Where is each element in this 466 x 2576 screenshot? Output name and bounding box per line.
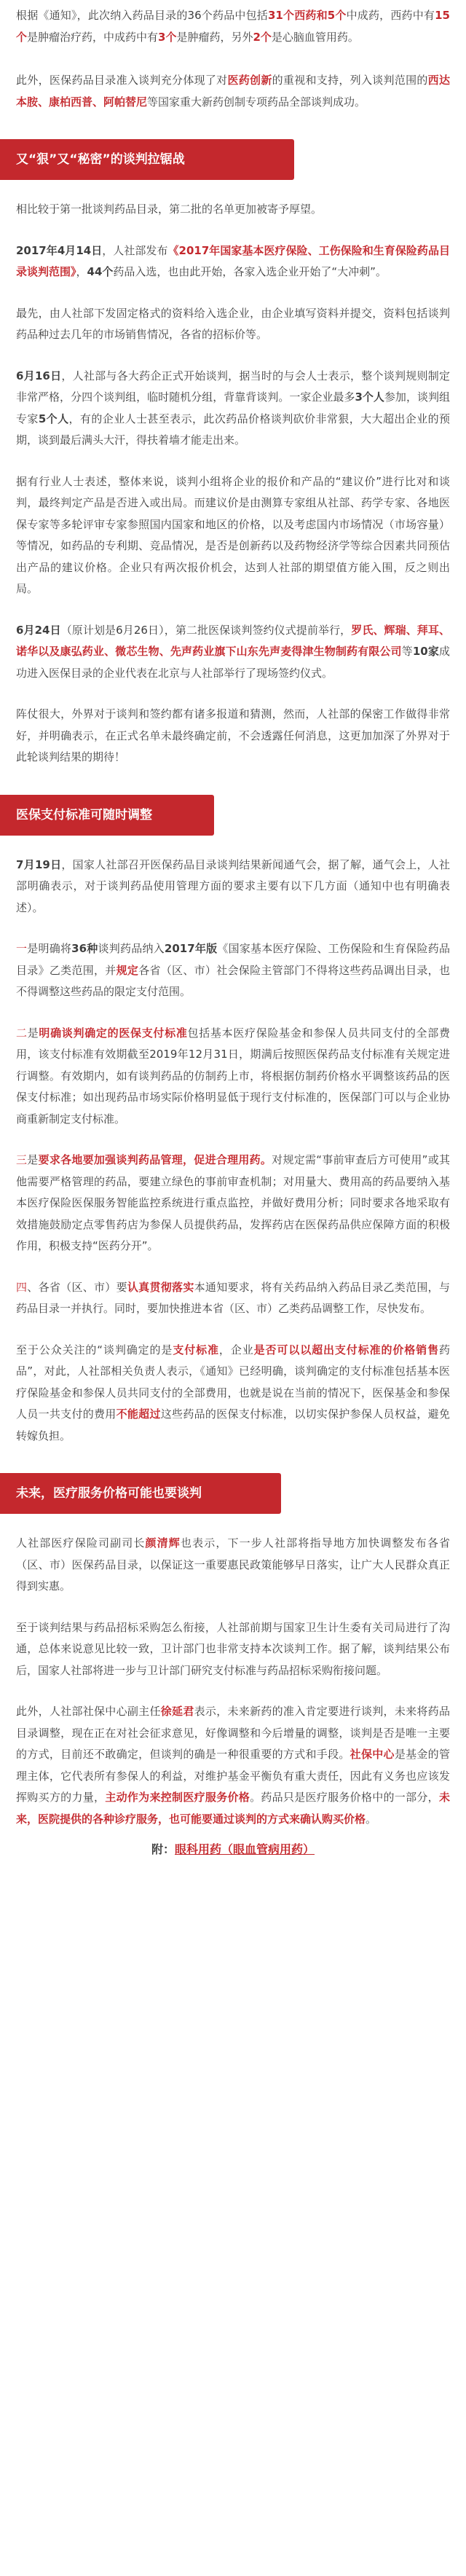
paragraph-april-14: 2017年4月14日，人社部发布《2017年国家基本医疗保险、工伤保险和生育保险药品目录谈判范围》，44个药品入选，也由此开始，各家入选企业开始了“大冲刺”。: [16, 243, 450, 278]
paragraph-confidentiality: 阵仗很大，外界对于谈判和签约都有诸多报道和猜测，然而，人社部的保密工作做得非常好，并明确表示，在正式名单未最终确定前，不会透露任何消息，这更加加深了外界对于此轮谈判结果的期待！: [16, 707, 450, 763]
paragraph-procurement-link: 至于谈判结果与药品招标采购怎么衔接，人社部前期与国家卫生计生委有关司局进行了沟通，总体来说意见比较一致，卫计部门也非常支持本次谈判工作。据了解，谈判结果公布后，国家人社部将进一步与卫计部门研究支付标准与药品招标采购衔接问题。: [16, 1620, 450, 1677]
paragraph-june-24: 6月24日（原计划是6月26日），第二批医保谈判签约仪式提前举行，罗氏、辉瑞、拜耳、诺华以及康弘药业、微芯生物、先声药业旗下山东先声麦得津生物制药有限公司等10家成功进入医保目录的企业代表在北京与人社部举行了现场签约仪式。: [16, 623, 450, 680]
section-heading-payment-standard: 医保支付标准可随时调整: [0, 795, 214, 836]
paragraph-drug-list-summary: 根据《通知》，此次纳入药品目录的36个药品中包括31个西药和5个中成药，西药中有15个是肿瘤治疗药，中成药中有3个是肿瘤药，另外2个是心脑血管用药。: [16, 9, 450, 44]
paragraph-second-batch: 相比较于第一批谈判药品目录，第二批的名单更加被寄予厚望。: [16, 203, 323, 216]
paragraph-point-one: 一是明确将36种谈判药品纳入2017年版《国家基本医疗保险、工伤保险和生育保险药品目录》乙类范围，并规定各省（区、市）社会保险主管部门不得将这些药品调出目录，也不得调整这些药品的限定支付范围。: [16, 942, 450, 998]
paragraph-point-four: 四、各省（区、市）要认真贯彻落实本通知要求，将有关药品纳入药品目录乙类范围，与药品目录一并执行。同时，要加快推进本省（区、市）乙类药品调整工作，尽快发布。: [16, 1280, 450, 1315]
appendix-line: 附：眼科用药（眼血管病用药）: [151, 1842, 315, 1856]
paragraph-materials: 最先，由人社部下发固定格式的资料给入选企业，由企业填写资料并提交，资料包括谈判药品种过去几年的市场销售情况，各省的招标价等。: [16, 306, 450, 341]
paragraph-innovation: 此外，医保药品目录准入谈判充分体现了对医药创新的重视和支持，列入谈判范围的西达本胺、康柏西普、阿帕替尼等国家重大新药创制专项药品全部谈判成功。: [16, 74, 450, 109]
paragraph-point-two: 二是明确谈判确定的医保支付标准包括基本医疗保险基金和参保人员共同支付的全部费用，该支付标准有效期截至2019年12月31日，期满后按照医保药品支付标准有关规定进行调整。有效期内，如有谈判药品的仿制药上市，将根据仿制药价格水平调整该药品的医保支付标准；如出现药品市场实际价格明显低于现行支付标准的，医保部门可以与企业协商重新制定支付标准。: [16, 1026, 450, 1126]
paragraph-vice-director: 人社部医疗保险司副司长颜清辉也表示，下一步人社部将指导地方加快调整发布各省（区、市）医保药品目录，以保证这一重要惠民政策能够早日落实，让广大人民群众真正得到实惠。: [16, 1536, 450, 1593]
paragraph-payment-limit: 至于公众关注的“谈判确定的是支付标准，企业是否可以以超出支付标准的价格销售药品”，对此，人社部相关负责人表示，《通知》已经明确，谈判确定的支付标准包括基本医疗保险基金和参保人员共同支付的全部费用，也就是说在当前的情况下，医保基金和参保人员一共支付的费用不能超过这些药品的医保支付标准，以切实保护参保人员权益，避免转嫁负担。: [16, 1343, 450, 1442]
section-heading-future-pricing: 未来，医疗服务价格可能也要谈判: [0, 1473, 281, 1514]
section-heading-negotiation: 又“狠”又“秘密”的谈判拉锯战: [0, 139, 294, 180]
paragraph-point-three: 三是要求各地要加强谈判药品管理，促进合理用药。对规定需“事前审查后方可使用”或其他需要严格管理的药品，要建立绿色的事前审查机制；对用量大、费用高的药品要纳入基本医疗保险医保服务智能监控系统进行重点监控，并做好费用分析；同时要求各地采取有效措施鼓励定点零售药店为参保人员提供药品，发挥药店在医保药品供应保障方面的积极作用，积极支持“医药分开”。: [16, 1153, 450, 1252]
paragraph-suggested-price: 据有行业人士表述，整体来说，谈判小组将企业的报价和产品的“建议价”进行比对和谈判，最终判定产品是否进入或出局。而建议价是由测算专家组从社部、药学专家、各地医保专家等多轮评审专家参照国内国家和地区的价格，以及考虑国内市场情况（市场容量）等情况，如药品的专利期、竞品情况，是否是创新药以及药物经济学等综合因素共同预估出产品的建议价格。企业只有两次报价机会，达到人社部的期望值方能入围，反之则出局。: [16, 474, 450, 595]
paragraph-service-pricing: 此外，人社部社保中心副主任徐延君表示，未来新药的准入肯定要进行谈判，未来将药品目录调整，现在正在对社会征求意见，好像调整和今后增量的调整，谈判是否是唯一主要的方式，目前还不敢确定，但谈判的确是一种很重要的方式和手段。社保中心是基金的管理主体，它代表所有参保人的利益，对维护基金平衡负有重大责任，因此有义务也应该发挥购买方的力量，主动作为来控制医疗服务价格。药品只是医疗服务价格中的一部分，未来，医院提供的各种诊疗服务，也可能要通过谈判的方式来确认购买价格。: [16, 1705, 450, 1826]
paragraph-june-16: 6月16日，人社部与各大药企正式开始谈判，据当时的与会人士表示，整个谈判规则制定非常严格，分四个谈判组，临时随机分组，背靠背谈判。一家企业最多3个人参加，谈判组专家5个人，有的企业人士甚至表示，此次药品价格谈判砍价非常狠，大大超出企业的预期，谈到最后满头大汗，得扶着墙才能走出来。: [16, 369, 451, 447]
paragraph-july-19: 7月19日，国家人社部召开医保药品目录谈判结果新闻通气会，据了解，通气会上，人社部明确表示，对于谈判药品使用管理方面的要求主要有以下几方面（通知中也有明确表述）。: [16, 857, 451, 914]
appendix-link[interactable]: 眼科用药（眼血管病用药）: [175, 1842, 315, 1856]
